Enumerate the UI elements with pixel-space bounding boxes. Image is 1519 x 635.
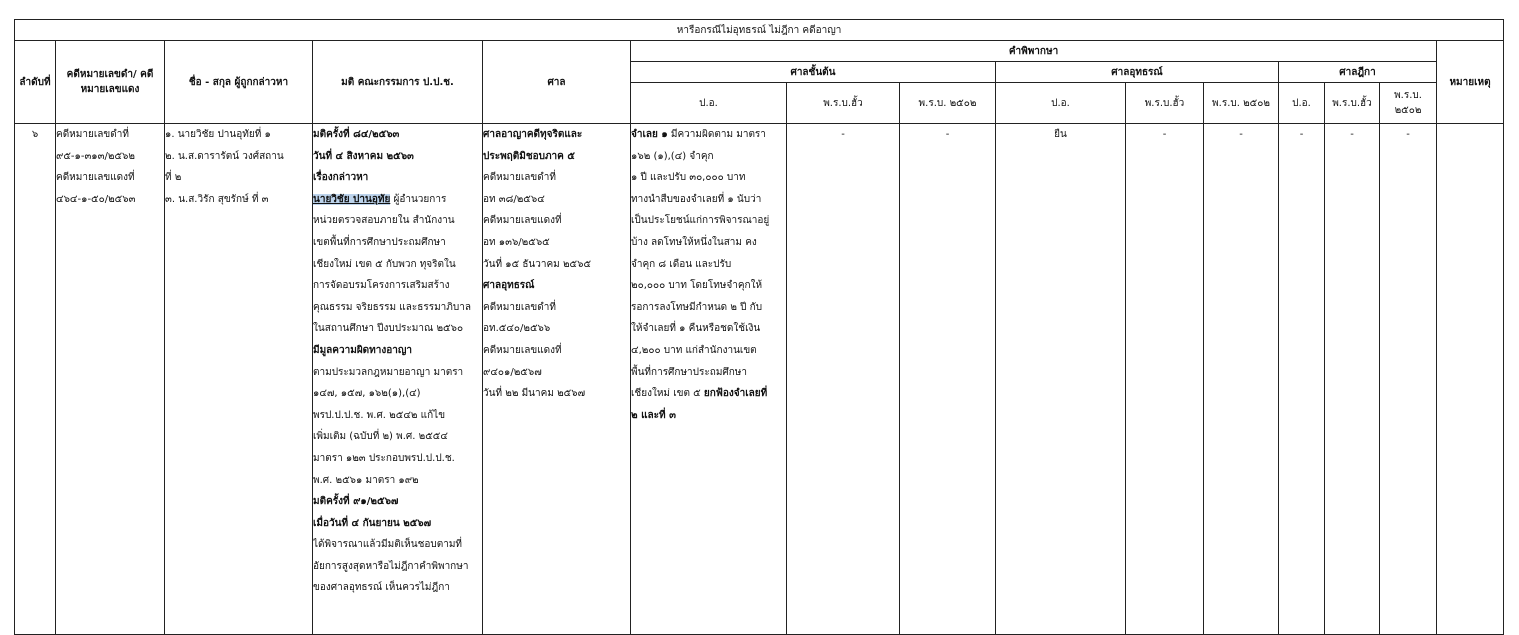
decision-line: ของศาลอุทธรณ์ เห็นควรไม่ฎีกา [313, 582, 450, 594]
judgment-first-line [631, 124, 786, 146]
cell-names [165, 124, 313, 635]
judgment-line: ๑ ปี และปรับ ๓๐,๐๐๐ บาท [631, 172, 746, 184]
offence-line: ๑๔๗, ๑๕๗, ๑๖๒(๑),(๔) [313, 388, 421, 400]
judgment-dismiss-bold: ยกฟ้องจำเลยที่ [703, 388, 768, 400]
subject-line: เขตพื้นที่การศึกษาประถมศึกษา [313, 236, 446, 248]
header-remark: หมายเหตุ [1437, 41, 1504, 124]
court-1-line: อท ๑๓๖/๒๕๖๕ [483, 236, 550, 248]
resolution-date-2: เมื่อวันที่ ๔ กันยายน ๒๕๖๗ [313, 517, 432, 529]
judgment-dismiss-pre: เชียงใหม่ เขต ๕ [631, 388, 704, 400]
case-number-line: คดีหมายเลขดำที่ [56, 129, 129, 140]
subject-line: หน่วยตรวจสอบภายใน สำนักงาน [313, 215, 455, 227]
header-court-supreme: ศาลฎีกา [1279, 62, 1437, 83]
header-appeal-prb-2502: พ.ร.บ. ๒๕๐๒ [1204, 83, 1279, 124]
judgment-defendant: จำเลย ๑ [631, 129, 668, 140]
court-2-name: ศาลอุทธรณ์ [483, 280, 535, 292]
offence-line: พรป.ป.ป.ช. พ.ศ. ๒๕๔๒ แก้ไข [313, 409, 446, 421]
judgment-last-line: ๒ และที่ ๓ [631, 409, 676, 421]
cell-appeal-prb-bribe: - [1126, 124, 1204, 635]
decision-line: ได้พิจารณาแล้วมีมติเห็นชอบตามที่ [313, 539, 462, 551]
court-1-line: อท ๓๘/๒๕๖๔ [483, 193, 545, 205]
accused-line: ๒. น.ส.ดารารัตน์ วงศ์สถาน [165, 150, 284, 162]
subject-first-rest: ผู้อำนวยการ [390, 193, 447, 205]
resolution-date-1: วันที่ ๔ สิงหาคม ๒๕๖๓ [313, 150, 414, 162]
table-title: หารือกรณีไม่อุทธรณ์ ไม่ฎีกา คดีอาญา [15, 20, 1504, 41]
header-case-number: คดีหมายเลขดำ/ คดีหมายเลขแดง [56, 41, 165, 124]
header-supreme-po: ป.อ. [1279, 83, 1325, 124]
offence-line: ตามประมวลกฎหมายอาญา มาตรา [313, 366, 464, 378]
judgment-line: ๒๐,๐๐๐ บาท โดยโทษจำคุกให้ [631, 280, 763, 292]
case-table [14, 19, 1504, 635]
judgment-line: รอการลงโทษมีกำหนด ๒ ปี กับ [631, 301, 763, 313]
subject-first-line [313, 189, 482, 211]
header-court-appeal: ศาลอุทธรณ์ [996, 62, 1279, 83]
header-first-po: ป.อ. [631, 83, 787, 124]
highlighted-name: นายวิชัย ปานอุทัย [313, 193, 391, 205]
header-supreme-prb-2502: พ.ร.บ. ๒๕๐๒ [1380, 83, 1437, 124]
cell-supreme-po: - [1279, 124, 1325, 635]
cell-first-court-po [631, 124, 787, 635]
offence-line: พ.ศ. ๒๕๖๑ มาตรา ๑๙๒ [313, 474, 419, 486]
resolution-meeting-1: มติครั้งที่ ๘๔/๒๕๖๓ [313, 129, 400, 140]
cell-first-prb-2502: - [900, 124, 996, 635]
judgment-line: จำคุก ๘ เดือน และปรับ [631, 258, 732, 270]
court-1-line: วันที่ ๑๕ ธันวาคม ๒๕๖๕ [483, 258, 592, 270]
table-row [15, 124, 1504, 635]
accused-line: ที่ ๒ [165, 172, 182, 184]
accused-line: ๓. น.ส.วิรัก สุขรักษ์ ที่ ๓ [165, 193, 269, 205]
court-1-name: ศาลอาญาคดีทุจริตและ [483, 129, 583, 140]
cell-appeal-po: ยืน [996, 124, 1126, 635]
judgment-first-rest: มีความผิดตาม มาตรา [667, 129, 766, 140]
offence-heading: มีมูลความผิดทางอาญา [313, 344, 413, 356]
accused-line: ๑. นายวิชัย ปานอุทัยที่ ๑ [165, 129, 271, 140]
header-seq: ลำดับที่ [15, 41, 56, 124]
court-1-line: คดีหมายเลขแดงที่ [483, 215, 562, 227]
header-court: ศาล [483, 41, 631, 124]
cell-seq: ๖ [15, 124, 56, 635]
court-2-line: คดีหมายเลขดำที่ [483, 301, 556, 313]
subject-line: ในสถานศึกษา ปีงบประมาณ ๒๕๖๐ [313, 323, 464, 335]
cell-court [483, 124, 631, 635]
court-1-line: คดีหมายเลขดำที่ [483, 172, 556, 184]
cell-supreme-prb-bribe: - [1325, 124, 1380, 635]
resolution-meeting-2: มติครั้งที่ ๙๑/๒๕๖๗ [313, 496, 399, 508]
court-2-line: อท.๕๔๐/๒๕๖๖ [483, 323, 551, 335]
cell-resolution [313, 124, 483, 635]
header-resolution: มติ คณะกรรมการ ป.ป.ช. [313, 41, 483, 124]
case-number-line: คดีหมายเลขแดงที่ [56, 172, 135, 184]
header-judgment: คำพิพากษา [631, 41, 1437, 62]
cell-first-prb-bribe: - [787, 124, 900, 635]
case-number-line: ๔๖๔-๑-๕๐/๒๕๖๓ [56, 193, 136, 205]
header-appeal-po: ป.อ. [996, 83, 1126, 124]
header-appeal-prb-bribe: พ.ร.บ.ฮั้ว [1126, 83, 1204, 124]
header-first-prb-2502: พ.ร.บ. ๒๕๐๒ [900, 83, 996, 124]
case-number-line: ๙๕-๑-๓๑๓/๒๕๖๒ [56, 150, 135, 162]
header-name: ชื่อ - สกุล ผู้ถูกกล่าวหา [165, 41, 313, 124]
court-2-line: ๙๔๐๑/๒๕๖๗ [483, 366, 542, 378]
subject-heading: เรื่องกล่าวหา [313, 172, 369, 184]
judgment-line: บ้าง ลดโทษให้หนึ่งในสาม คง [631, 236, 757, 248]
offence-line: เพิ่มเติม (ฉบับที่ ๒) พ.ศ. ๒๕๕๔ [313, 431, 448, 443]
cell-supreme-prb-2502: - [1380, 124, 1437, 635]
subject-line: เชียงใหม่ เขต ๕ กับพวก ทุจริตใน [313, 258, 456, 270]
decision-line: อัยการสูงสุดหารือไม่ฎีกาคำพิพากษา [313, 560, 469, 572]
judgment-line: ให้จำเลยที่ ๑ คืนหรือชดใช้เงิน [631, 323, 761, 335]
judgment-line: ๑๖๒ (๑),(๔) จำคุก [631, 150, 714, 162]
cell-appeal-prb-2502: - [1204, 124, 1279, 635]
court-1-name: ประพฤติมิชอบภาค ๕ [483, 150, 575, 162]
judgment-line: ๔,๒๐๐ บาท แก่สำนักงานเขต [631, 344, 757, 356]
subject-line: การจัดอบรมโครงการเสริมสร้าง [313, 280, 450, 292]
judgment-dismiss-line [631, 383, 786, 405]
cell-case-number [56, 124, 165, 635]
cell-remark [1437, 124, 1504, 635]
judgment-line: ทางนำสืบของจำเลยที่ ๑ นับว่า [631, 193, 762, 205]
header-court-first: ศาลชั้นต้น [631, 62, 996, 83]
header-supreme-prb-bribe: พ.ร.บ.ฮั้ว [1325, 83, 1380, 124]
offence-line: มาตรา ๑๒๓ ประกอบพรป.ป.ป.ช. [313, 452, 455, 464]
subject-line: คุณธรรม จริยธรรม และธรรมาภิบาล [313, 301, 471, 313]
court-2-line: วันที่ ๒๒ มีนาคม ๒๕๖๗ [483, 388, 586, 400]
judgment-line: พื้นที่การศึกษาประถมศึกษา [631, 366, 748, 378]
court-2-line: คดีหมายเลขแดงที่ [483, 344, 562, 356]
judgment-line: เป็นประโยชน์แก่การพิจารณาอยู่ [631, 215, 770, 227]
header-first-prb-bribe: พ.ร.บ.ฮั้ว [787, 83, 900, 124]
